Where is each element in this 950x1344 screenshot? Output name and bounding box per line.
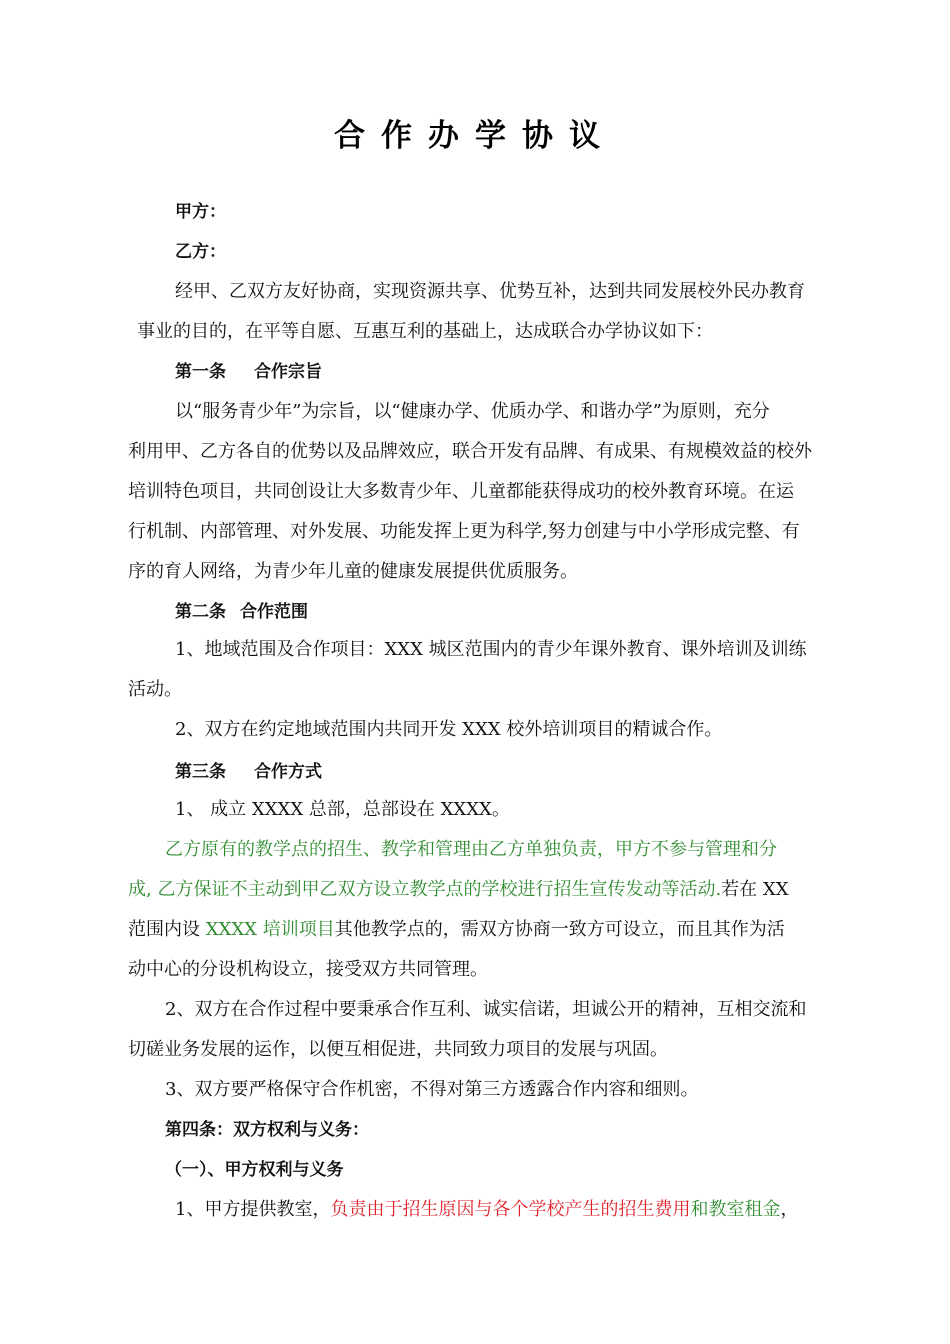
article-3-item-3: 3、双方要严格保守合作机密，不得对第三方透露合作内容和细则。	[165, 1079, 699, 1100]
article-1-title: 合作宗旨	[254, 362, 322, 382]
article-1-line-4: 行机制、内部管理、对外发展、功能发挥上更为科学,努力创建与中小学形成完整、有	[128, 521, 800, 542]
article-2-title: 合作范围	[240, 602, 308, 622]
article-3-green-line-1: 乙方原有的教学点的招生、教学和管理由乙方单独负责，甲方不参与管理和分	[165, 839, 777, 860]
article-2-number: 第二条	[175, 602, 226, 622]
article-3-item-1: 1、 成立 XXXX 总部，总部设在 XXXX。	[175, 799, 510, 820]
article-1-line-3: 培训特色项目，共同创设让大多数青少年、儿童都能获得成功的校外教育环境。在运	[128, 481, 794, 502]
article-3-item-2-line-1: 2、双方在合作过程中要秉承合作互利、诚实信诺，坦诚公开的精神，互相交流和	[165, 999, 807, 1020]
article-3-number: 第三条	[175, 762, 226, 782]
article-4-line-1-green: 和教室租金	[690, 1199, 781, 1220]
article-1-heading	[175, 360, 322, 384]
article-3-title: 合作方式	[254, 762, 322, 782]
article-1-line-5: 序的育人网络，为青少年儿童的健康发展提供优质服务。	[128, 561, 578, 582]
article-4-subheading-1: （一）、甲方权利与义务	[165, 1160, 344, 1180]
article-3-line-3-end: 其他教学点的，需双方协商一致方可设立，而且其作为活	[334, 919, 785, 940]
party-b-label: 乙方：	[175, 242, 226, 262]
article-3-line-3	[128, 918, 785, 942]
article-3-green-line-2: 成, 乙方保证不主动到甲乙双方设立教学点的学校进行招生宣传发动等活动.	[128, 879, 722, 900]
document-title: 合作办学协议	[334, 118, 616, 154]
article-4-heading: 第四条：双方权利与义务：	[165, 1120, 369, 1140]
article-3-line-4: 动中心的分设机构设立，接受双方共同管理。	[128, 959, 488, 980]
article-3-line-2	[128, 878, 789, 902]
article-4-line-1	[175, 1198, 798, 1222]
article-4-line-1-end: ，	[780, 1199, 799, 1220]
article-2-line-3: 2、双方在约定地域范围内共同开发 XXX 校外培训项目的精诚合作。	[175, 719, 723, 740]
article-3-line-2-tail: 若在 XX	[721, 879, 789, 900]
article-2-line-1: 1、地域范围及合作项目：XXX 城区范围内的青少年课外教育、课外培训及训练	[175, 639, 807, 660]
article-4-line-1-start: 1、甲方提供教室，	[175, 1199, 331, 1220]
intro-line-2: 事业的目的，在平等自愿、互惠互利的基础上，达成联合办学协议如下：	[137, 321, 713, 342]
article-1-line-2: 利用甲、乙方各自的优势以及品牌效应，联合开发有品牌、有成果、有规模效益的校外	[128, 441, 812, 462]
article-1-number: 第一条	[175, 362, 226, 382]
article-3-item-2-line-2: 切磋业务发展的运作，以便互相促进，共同致力项目的发展与巩固。	[128, 1039, 668, 1060]
intro-line-1: 经甲、乙双方友好协商，实现资源共享、优势互补，达到共同发展校外民办教育	[175, 281, 805, 302]
article-2-heading	[175, 600, 308, 624]
article-4-line-1-red: 负责由于招生原因与各个学校产生的招生费用	[330, 1199, 691, 1220]
party-a-label: 甲方：	[175, 202, 226, 222]
article-3-line-3-highlight: XXXX 培训项目	[205, 919, 335, 940]
article-3-line-3-start: 范围内设	[128, 919, 206, 940]
article-3-heading	[175, 760, 322, 784]
article-1-line-1: 以“服务青少年”为宗旨，以“健康办学、优质办学、和谐办学”为原则，充分	[175, 401, 770, 422]
article-2-line-2: 活动。	[128, 679, 182, 700]
